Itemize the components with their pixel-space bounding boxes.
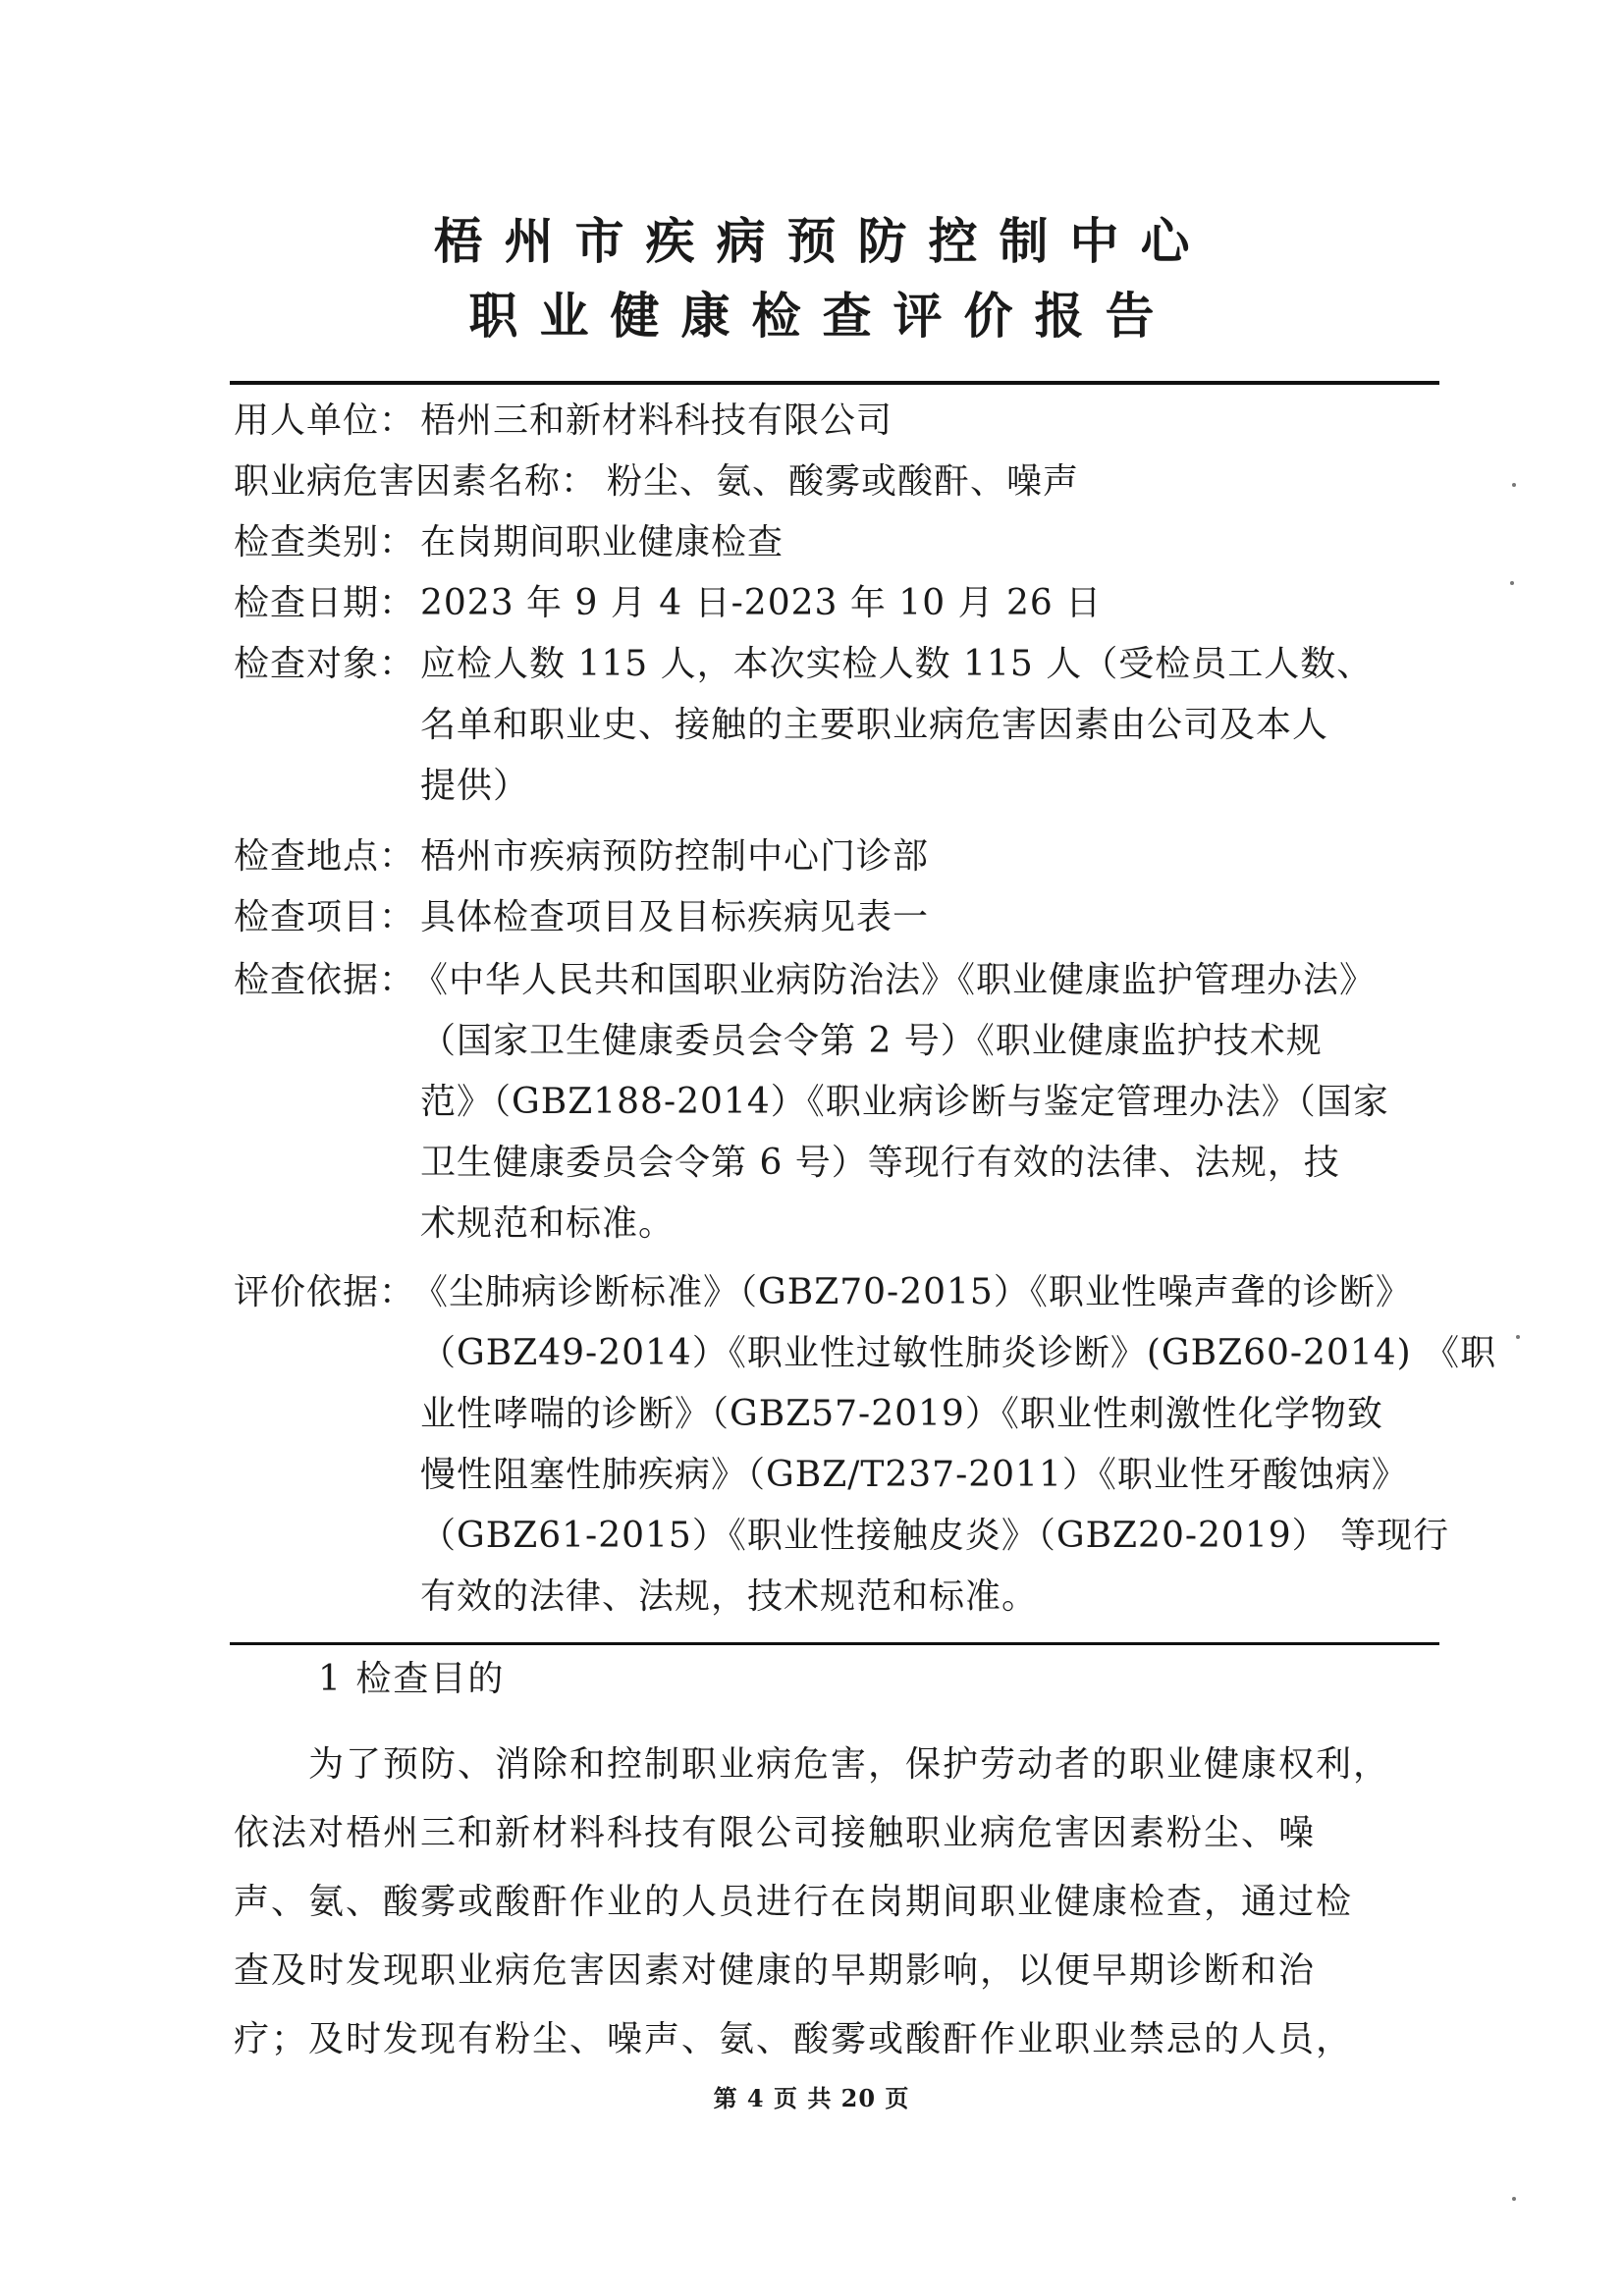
evaluation-line: 业性哮喘的诊断》（GBZ57-2019）《职业性刺激性化学物致 xyxy=(420,1394,1383,1434)
basis-line: 术规范和标准。 xyxy=(420,1203,676,1244)
items-label: 检查项目： xyxy=(234,897,416,937)
subjects-label: 检查对象： xyxy=(234,644,416,684)
dates-value: 2023 年 9 月 4 日-2023 年 10 月 26 日 xyxy=(420,583,1103,623)
evaluation-value xyxy=(412,1262,1497,1628)
employer-value: 梧州三和新材料科技有限公司 xyxy=(420,400,893,441)
scan-speck xyxy=(1510,581,1514,585)
evaluation-line: （GBZ49-2014）《职业性过敏性肺炎诊断》(GBZ60-2014) 《职 xyxy=(420,1333,1497,1373)
basis-label: 检查依据： xyxy=(234,960,416,1000)
section1-heading: 1 检查目的 xyxy=(318,1659,506,1699)
top-divider xyxy=(230,381,1439,385)
paragraph-line: 声、氨、酸雾或酸酐作业的人员进行在岗期间职业健康检查，通过检 xyxy=(234,1882,1354,1922)
section1-paragraph xyxy=(234,1731,1391,2074)
subjects-line: 名单和职业史、接触的主要职业病危害因素由公司及本人 xyxy=(420,705,1329,745)
basis-value xyxy=(412,950,1389,1255)
location-label: 检查地点： xyxy=(234,836,416,877)
category-label: 检查类别： xyxy=(234,522,416,562)
items-value: 具体检查项目及目标疾病见表一 xyxy=(420,897,930,937)
basis-line: （国家卫生健康委员会令第 2 号）《职业健康监护技术规 xyxy=(420,1021,1323,1061)
employer-label: 用人单位： xyxy=(234,400,416,441)
location-value: 梧州市疾病预防控制中心门诊部 xyxy=(420,836,930,877)
subjects-line: 提供） xyxy=(420,766,530,806)
basis-line: 范》（GBZ188-2014）《职业病诊断与鉴定管理办法》（国家 xyxy=(420,1082,1389,1122)
paragraph-line: 疗；及时发现有粉尘、噪声、氨、酸雾或酸酐作业职业禁忌的人员， xyxy=(234,2019,1354,2059)
evaluation-label: 评价依据： xyxy=(234,1272,416,1312)
hazards-value: 粉尘、氨、酸雾或酸酐、噪声 xyxy=(607,461,1080,502)
section-divider xyxy=(230,1642,1439,1645)
subjects-line: 应检人数 115 人，本次实检人数 115 人（受检员工人数、 xyxy=(420,644,1374,684)
evaluation-line: 有效的法律、法规，技术规范和标准。 xyxy=(420,1576,1039,1617)
paragraph-line: 依法对梧州三和新材料科技有限公司接触职业病危害因素粉尘、噪 xyxy=(234,1813,1317,1853)
paragraph-line: 为了预防、消除和控制职业病危害，保护劳动者的职业健康权利， xyxy=(308,1744,1391,1785)
dates-label: 检查日期： xyxy=(234,583,416,623)
scan-speck xyxy=(1512,483,1516,487)
scan-speck xyxy=(1512,2197,1516,2201)
report-title-line2: 职业健康检查评价报告 xyxy=(468,288,1176,345)
evaluation-line: （GBZ61-2015）《职业性接触皮炎》（GBZ20-2019） 等现行 xyxy=(420,1516,1450,1556)
category-value: 在岗期间职业健康检查 xyxy=(420,522,784,562)
scan-speck xyxy=(1516,1335,1520,1339)
report-title-line1: 梧州市疾病预防控制中心 xyxy=(433,213,1212,270)
evaluation-line: 慢性阻塞性肺疾病》（GBZ/T237-2011）《职业性牙酸蚀病》 xyxy=(420,1455,1408,1495)
paragraph-line: 查及时发现职业病危害因素对健康的早期影响，以便早期诊断和治 xyxy=(234,1950,1317,1991)
subjects-value xyxy=(420,634,1374,817)
page-number: 第 4 页 共 20 页 xyxy=(713,2084,910,2112)
basis-line: 卫生健康委员会令第 6 号）等现行有效的法律、法规，技 xyxy=(420,1143,1340,1183)
hazards-label: 职业病危害因素名称： xyxy=(234,461,598,502)
evaluation-line: 《尘肺病诊断标准》（GBZ70-2015）《职业性噪声聋的诊断》 xyxy=(412,1272,1412,1312)
basis-line: 《中华人民共和国职业病防治法》《职业健康监护管理办法》 xyxy=(412,960,1377,1000)
